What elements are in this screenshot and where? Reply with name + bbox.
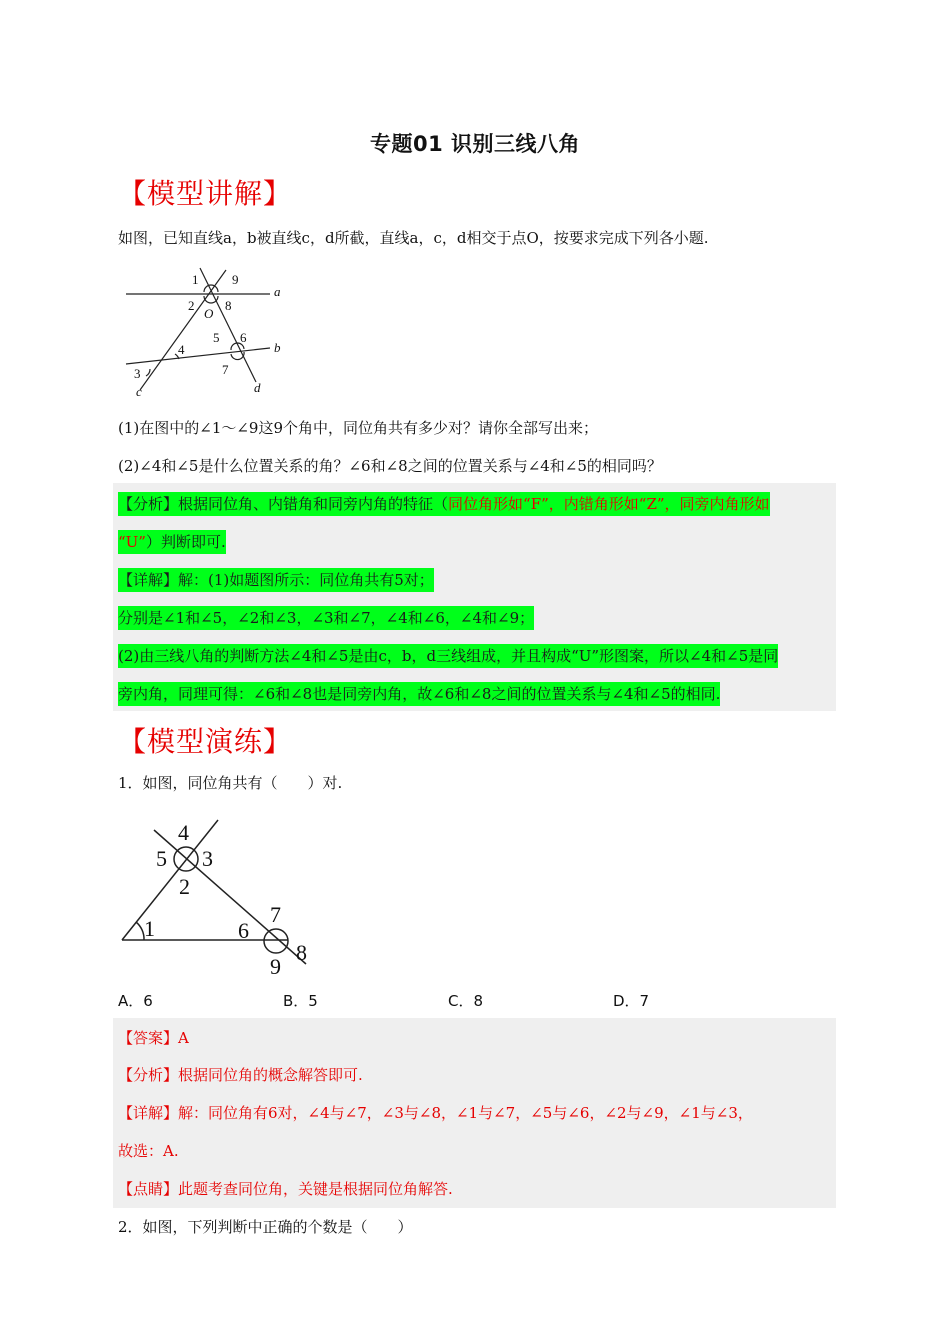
section-heading-model-explanation: 【模型讲解】: [118, 177, 293, 210]
label-c: c: [136, 384, 142, 399]
label-O: O: [204, 306, 214, 321]
intro-text: 如图，已知直线a，b被直线c，d所截，直线a，c，d相交于点O，按要求完成下列各小题.: [118, 229, 709, 247]
solution-box: [113, 483, 836, 711]
analysis-red-u: “U”: [118, 530, 146, 554]
num-8: 8: [296, 940, 307, 965]
detail-tag: 【详解】: [118, 568, 178, 592]
label-4: 4: [178, 342, 185, 357]
analysis-end: ）判断即可.: [146, 530, 226, 554]
problem-2: 2．如图，下列判断中正确的个数是（ ）: [118, 1218, 413, 1236]
detail-text4: 旁内角，同理可得：∠6和∠8也是同旁内角，故∠6和∠8之间的位置关系与∠4和∠5的相同.: [118, 682, 720, 706]
section-heading-model-practice: 【模型演练】: [118, 725, 293, 758]
detail-text2: 分别是∠1和∠5，∠2和∠3，∠3和∠7，∠4和∠6，∠4和∠9；: [118, 606, 534, 630]
option-d[interactable]: D．7: [613, 992, 650, 1010]
num-1: 1: [144, 916, 155, 941]
line-b: [126, 348, 270, 364]
label-2: 2: [188, 298, 195, 313]
detail-text1: 解：(1)如题图所示：同位角共有5对；: [178, 568, 434, 592]
analysis-tag: 【分析】: [118, 492, 178, 516]
num-6: 6: [238, 918, 249, 943]
page-title: 专题01 识别三线八角: [369, 132, 581, 156]
label-1: 1: [192, 272, 199, 287]
label-a: a: [274, 284, 281, 299]
label-9: 9: [232, 272, 239, 287]
figure-lines-abcd: [118, 262, 318, 402]
label-d: d: [254, 380, 261, 395]
option-a[interactable]: A．6: [118, 992, 153, 1010]
analysis-text: 根据同位角、内错角和同旁内角的特征（: [178, 492, 448, 516]
option-c[interactable]: C．8: [448, 992, 484, 1010]
analysis-line1: [118, 494, 770, 514]
analysis-red: 同位角形如“F”，内错角形如“Z”，同旁内角形如: [448, 492, 770, 516]
detail-text3: (2)由三线八角的判断方法∠4和∠5是由c，b，d三线组成，并且构成“U”形图案，所以∠4和∠5是同: [118, 644, 778, 668]
angle-arc-3: [146, 369, 150, 376]
detail-line4: [118, 684, 720, 704]
num-5: 5: [156, 846, 167, 871]
vertex-circle-right: [264, 929, 288, 953]
label-3: 3: [134, 366, 141, 381]
detail-line1: [118, 570, 434, 590]
question-2: (2)∠4和∠5是什么位置关系的角？∠6和∠8之间的位置关系与∠4和∠5的相同吗？: [118, 457, 662, 475]
angle-arc-1: [136, 922, 144, 940]
detail-line2: [118, 608, 534, 628]
line-right-side: [154, 830, 306, 964]
num-2: 2: [179, 874, 190, 899]
num-4: 4: [178, 820, 189, 845]
answer-detail-1: 【详解】解：同位角有6对，∠4与∠7，∠3与∠8，∠1与∠7，∠5与∠6，∠2与∠9，∠1与∠3，: [118, 1104, 753, 1122]
label-6: 6: [240, 330, 247, 345]
label-8: 8: [225, 298, 232, 313]
answer-detail-2: 故选：A.: [118, 1142, 179, 1160]
num-3: 3: [202, 846, 213, 871]
answer-comment: 【点睛】此题考查同位角，关键是根据同位角解答.: [118, 1180, 453, 1198]
answer-analysis: 【分析】根据同位角的概念解答即可.: [118, 1066, 363, 1084]
num-9: 9: [270, 954, 281, 978]
label-b: b: [274, 340, 281, 355]
analysis-line2: [118, 532, 226, 552]
answer-line: 【答案】A: [118, 1029, 189, 1047]
label-7: 7: [222, 362, 229, 377]
num-7: 7: [270, 902, 281, 927]
detail-line3: [118, 646, 778, 666]
problem-1: 1．如图，同位角共有（ ）对.: [118, 774, 343, 792]
question-1: (1)在图中的∠1～∠9这9个角中，同位角共有多少对？请你全部写出来；: [118, 419, 599, 437]
label-5: 5: [213, 330, 220, 345]
option-b[interactable]: B．5: [283, 992, 318, 1010]
figure-triangle-angles: [118, 818, 318, 978]
